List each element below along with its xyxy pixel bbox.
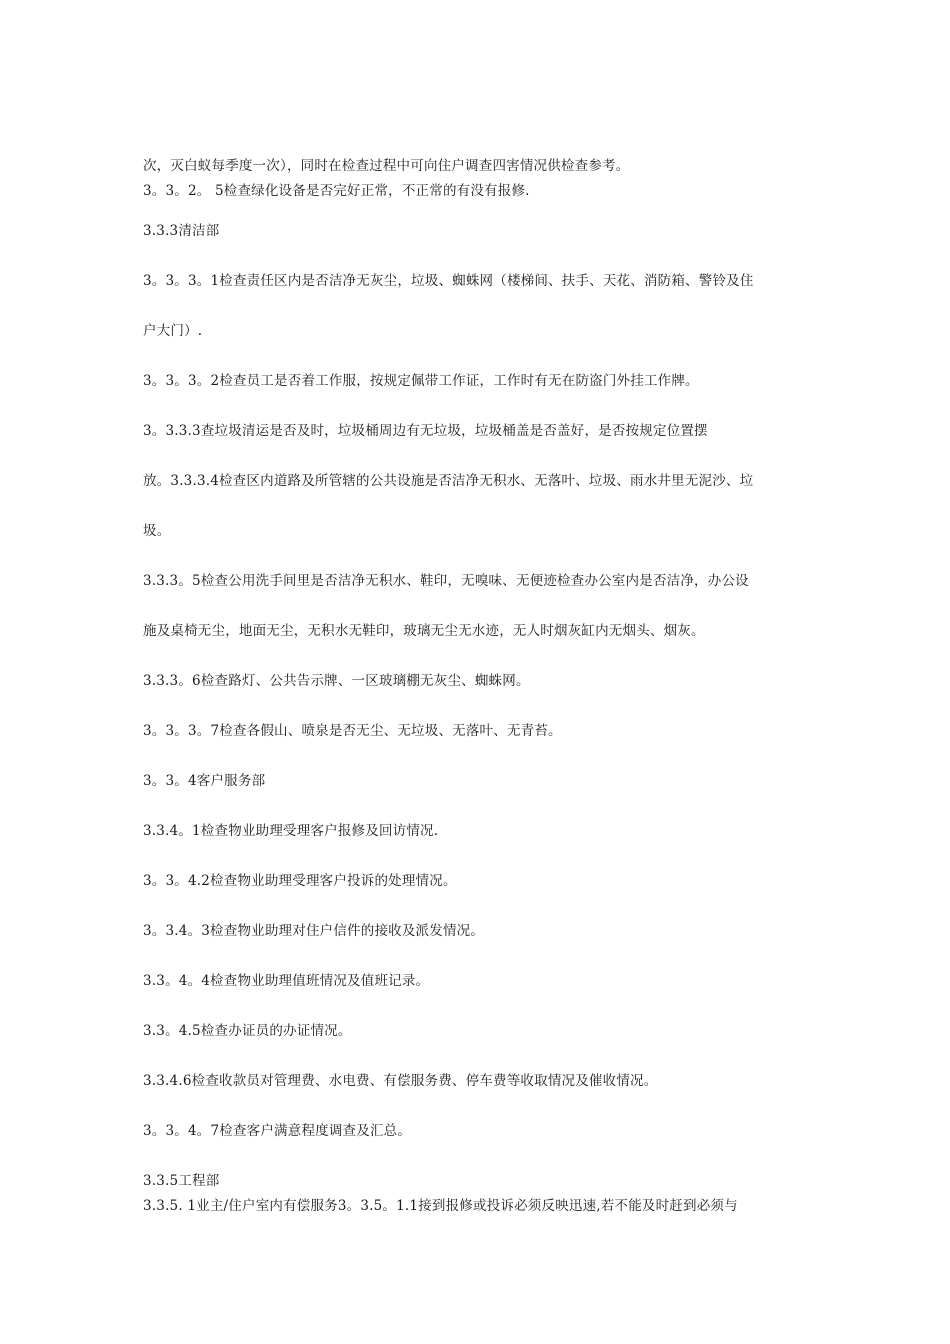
text-line: 3.3.5. 1业主/住户室内有偿服务3。3.5。1.1接到报修或投诉必须反映迅速,若不能及时赶到必须与 [143,1198,738,1214]
text-line: 3.3。4。4检查物业助理值班情况及值班记录。 [143,973,430,989]
section-heading: 3.3.3清洁部 [143,223,220,239]
text-line: 3.3.4.6检查收款员对管理费、水电费、有偿服务费、停车费等收取情况及催收情况。 [143,1073,658,1089]
text-line: 3。3。4.2检查物业助理受理客户投诉的处理情况。 [143,873,457,889]
text-line: 3.3.3。6检查路灯、公共告示牌、一区玻璃棚无灰尘、蜘蛛网。 [143,673,530,689]
text-line: 3.3.3。5检查公用洗手间里是否洁净无积水、鞋印，无嗅味、无便迹检查办公室内是否洁净，办公设 [143,573,749,589]
text-line: 3。3。3。2检查员工是否着工作服，按规定佩带工作证，工作时有无在防盗门外挂工作牌。 [143,373,699,389]
text-line: 3。3.4。3检查物业助理对住户信件的接收及派发情况。 [143,923,485,939]
text-line: 放。3.3.3.4检查区内道路及所管辖的公共设施是否洁净无积水、无落叶、垃圾、雨水井里无泥沙、垃 [143,473,754,489]
section-heading: 3。3。4客户服务部 [143,773,266,789]
text-line: 圾。 [143,523,171,539]
text-line: 3。3。3。1检查责任区内是否洁净无灰尘，垃圾、蜘蛛网（楼梯间、扶手、天花、消防箱、警铃及住 [143,273,754,289]
text-line: 3。3。2。 5检查绿化设备是否完好正常，不正常的有没有报修. [143,183,530,199]
text-line: 户大门）. [143,323,203,339]
text-line: 3。3.3.3查垃圾清运是否及时，垃圾桶周边有无垃圾，垃圾桶盖是否盖好，是否按规定位置摆 [143,423,708,439]
text-line: 3.3.4。1检查物业助理受理客户报修及回访情况. [143,823,439,839]
text-line: 次，灭白蚁每季度一次），同时在检查过程中可向住户调查四害情况供检查参考。 [143,158,630,174]
text-line: 3.3。4.5检查办证员的办证情况。 [143,1023,352,1039]
text-line: 3。3。3。7检查各假山、喷泉是否无尘、无垃圾、无落叶、无青苔。 [143,723,562,739]
section-heading: 3.3.5工程部 [143,1173,220,1189]
text-line: 施及桌椅无尘，地面无尘，无积水无鞋印，玻璃无尘无水迹，无人时烟灰缸内无烟头、烟灰。 [143,623,705,639]
text-line: 3。3。4。7检查客户满意程度调查及汇总。 [143,1123,412,1139]
